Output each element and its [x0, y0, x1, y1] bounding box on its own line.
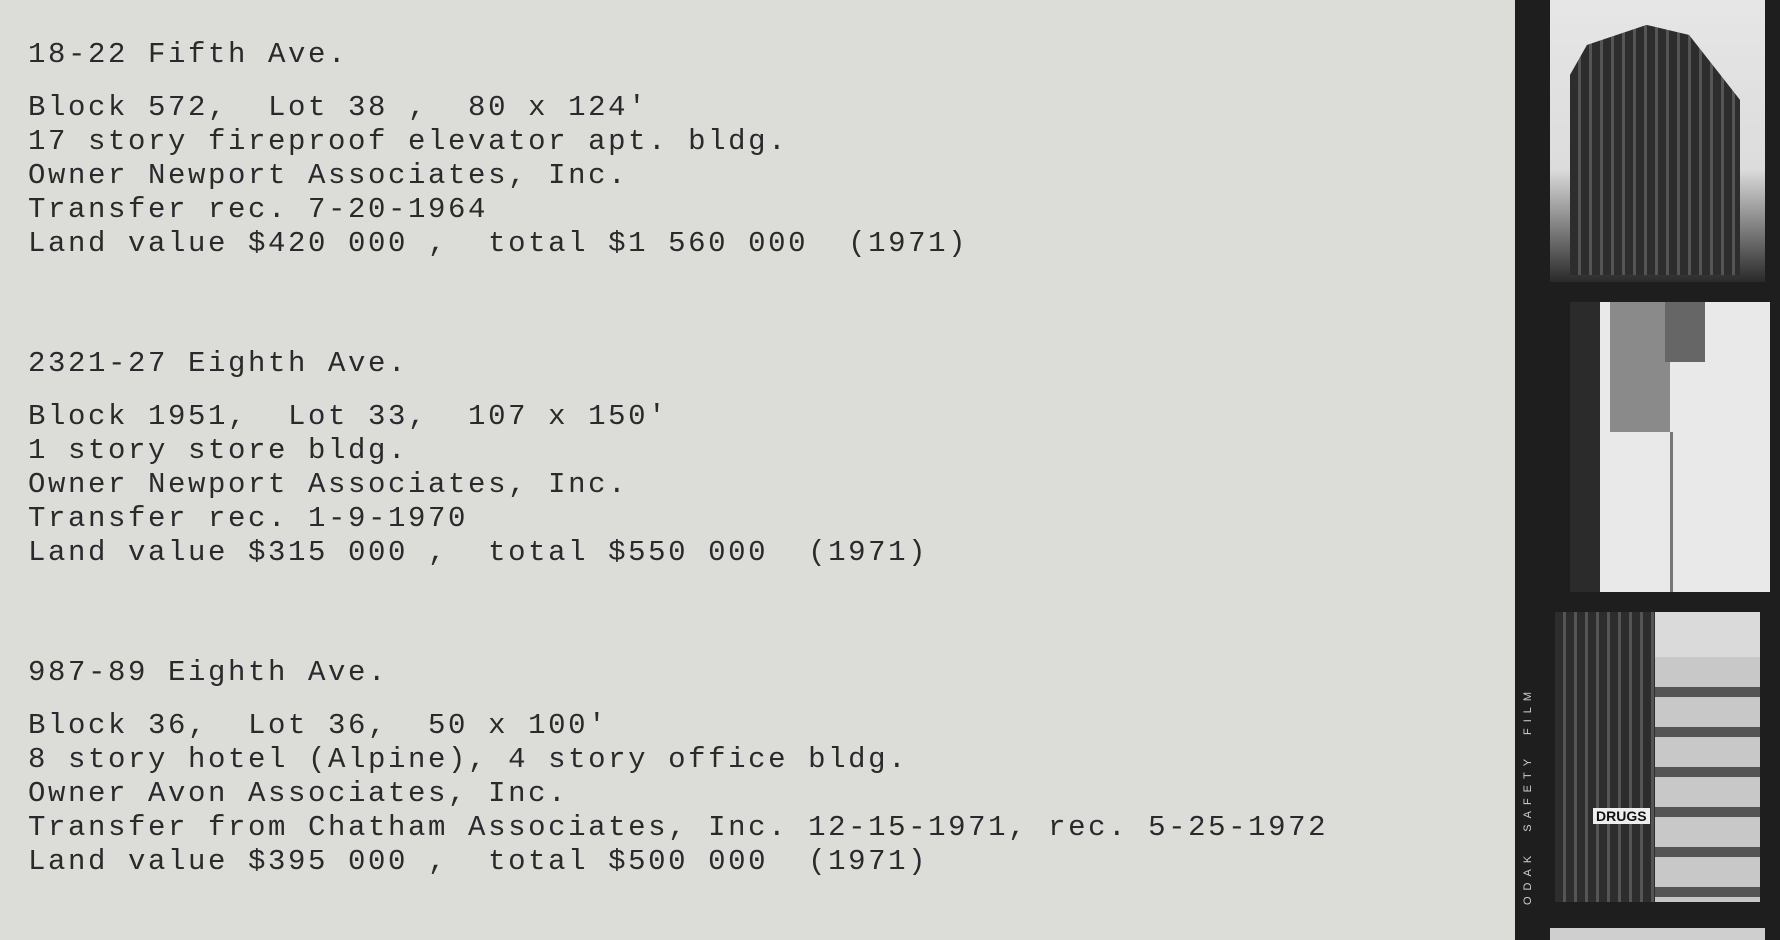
value-line: Land value $315 000 , total $550 000 (1971): [28, 536, 929, 569]
block-lot-line: Block 1951, Lot 33, 107 x 150': [28, 400, 669, 433]
property-address: 2321-27 Eighth Ave.: [28, 347, 409, 380]
owner-line: Owner Newport Associates, Inc.: [28, 159, 629, 192]
film-strip: [1515, 0, 1780, 940]
drugs-sign: DRUGS: [1593, 808, 1650, 824]
property-entry: [28, 38, 968, 261]
value-line: Land value $395 000 , total $500 000 (1971): [28, 845, 929, 878]
film-edge-text: ODAK SAFETY FILM: [1522, 685, 1534, 905]
photo-hotel-office: [1555, 612, 1760, 902]
block-lot-line: Block 36, Lot 36, 50 x 100': [28, 709, 609, 742]
property-address: 18-22 Fifth Ave.: [28, 38, 349, 71]
photo-apartment-tower: [1550, 0, 1765, 282]
building-line: 8 story hotel (Alpine), 4 story office bldg.: [28, 743, 909, 776]
block-lot-line: Block 572, Lot 38 , 80 x 124': [28, 91, 649, 124]
property-address: 987-89 Eighth Ave.: [28, 656, 389, 689]
owner-line: Owner Avon Associates, Inc.: [28, 777, 569, 810]
owner-line: Owner Newport Associates, Inc.: [28, 468, 629, 501]
value-line: Land value $420 000 , total $1 560 000 (1971): [28, 227, 969, 260]
building-line: 17 story fireproof elevator apt. bldg.: [28, 125, 789, 158]
photo-store-street: [1570, 302, 1770, 592]
property-entry: [28, 347, 928, 570]
property-entry: [28, 656, 1328, 879]
photo-partial: [1550, 928, 1765, 940]
transfer-line: Transfer rec. 7-20-1964: [28, 193, 489, 226]
building-line: 1 story store bldg.: [28, 434, 409, 467]
transfer-line: Transfer rec. 1-9-1970: [28, 502, 469, 535]
transfer-line: Transfer from Chatham Associates, Inc. 12-15-1971, rec. 5-25-1972: [28, 811, 1329, 844]
